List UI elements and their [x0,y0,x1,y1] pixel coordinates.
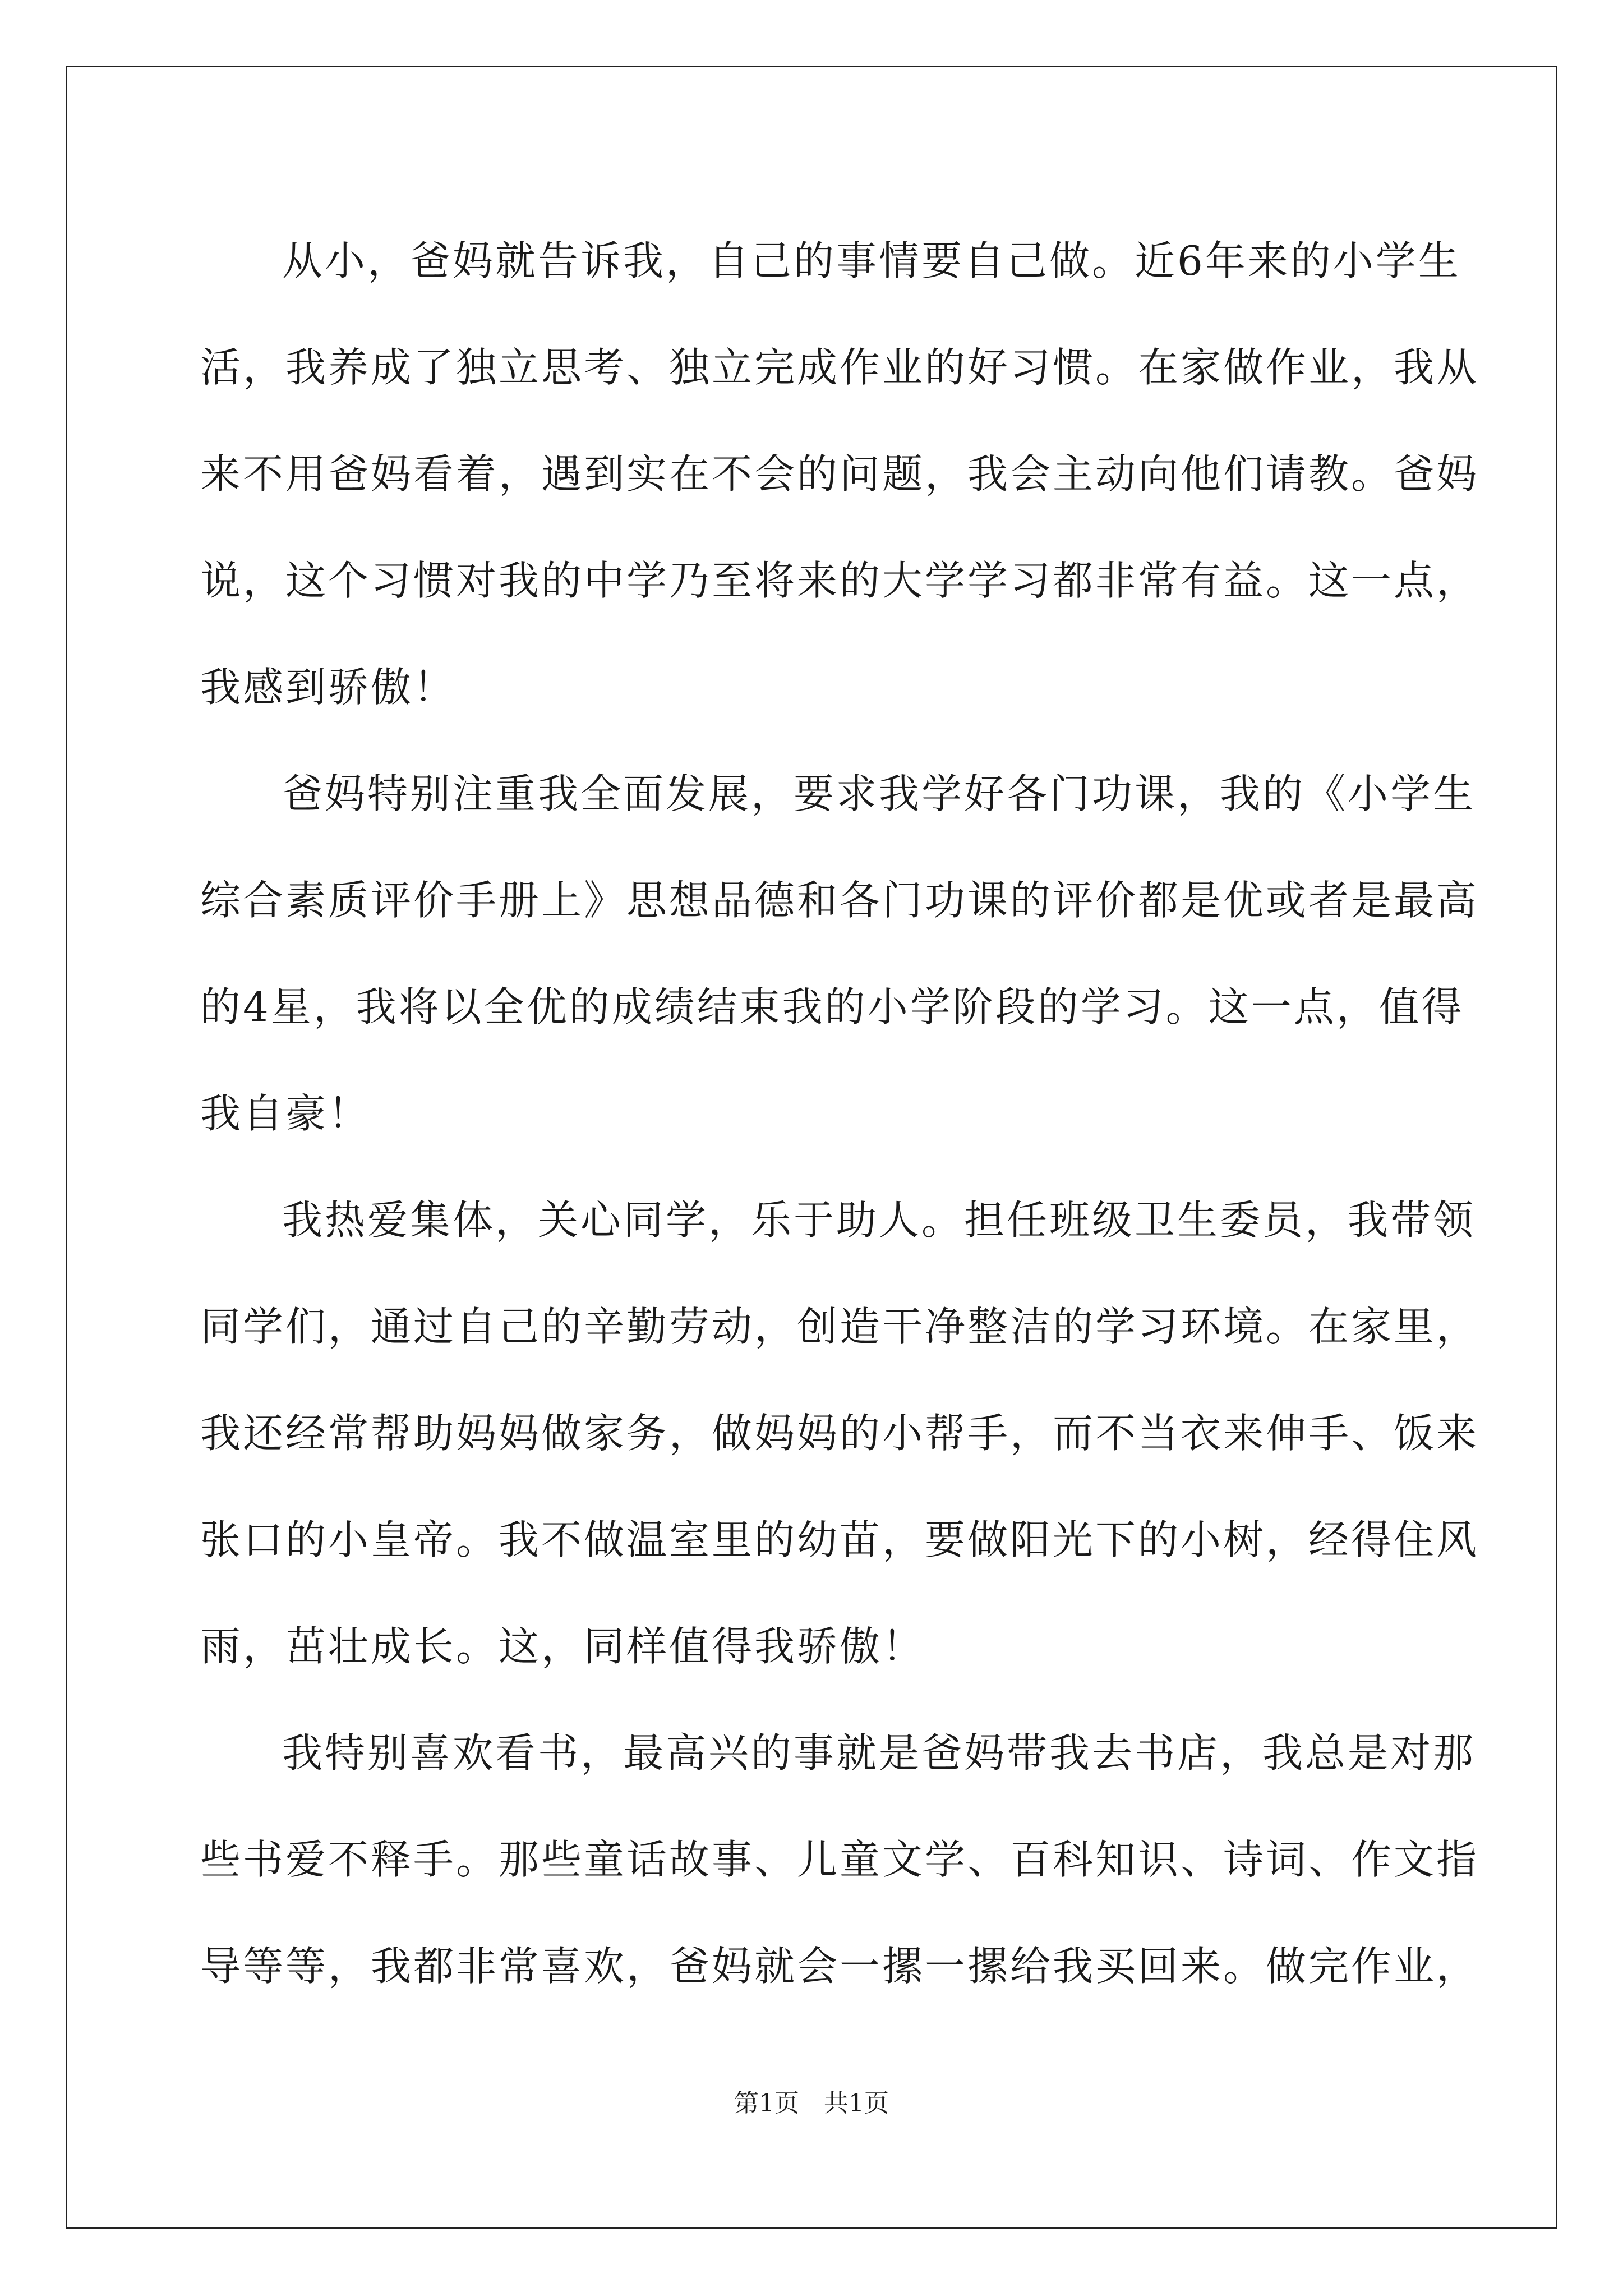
text-line: 爸妈特别注重我全面发展，要求我学好各门功课，我的《小学生 [282,770,1476,817]
text-line: 我热爱集体，关心同学，乐于助人。担任班级卫生委员，我带领 [282,1197,1476,1244]
text-line: 的4星，我将以全优的成绩结束我的小学阶段的学习。这一点，值得 [200,983,1464,1030]
text-line: 我特别喜欢看书，最高兴的事就是爸妈带我去书店，我总是对那 [282,1729,1476,1777]
document-body [200,208,1479,2019]
paragraph [200,740,1479,1167]
text-line: 从小，爸妈就告诉我，自己的事情要自己做。近6年来的小学生 [282,237,1461,284]
text-line: 些书爱不释手。那些童话故事、儿童文学、百科知识、诗词、作文指 [200,1836,1479,1883]
text-line: 来不用爸妈看着，遇到实在不会的问题，我会主动向他们请教。爸妈 [200,450,1479,498]
paragraph [200,1700,1479,2019]
text-line: 张口的小皇帝。我不做温室里的幼苗，要做阳光下的小树，经得住风 [200,1516,1479,1563]
text-line: 我自豪！ [200,1090,371,1137]
text-line: 活，我养成了独立思考、独立完成作业的好习惯。在家做作业，我从 [200,344,1479,391]
text-line: 导等等，我都非常喜欢，爸妈就会一摞一摞给我买回来。做完作业， [200,1943,1479,1990]
text-line: 雨，茁壮成长。这，同样值得我骄傲！ [200,1623,925,1670]
text-line: 同学们，通过自己的辛勤劳动，创造干净整洁的学习环境。在家里， [200,1303,1479,1350]
text-line: 我感到骄傲！ [200,664,457,711]
paragraph [200,208,1479,740]
text-line: 说，这个习惯对我的中学乃至将来的大学学习都非常有益。这一点， [200,557,1479,604]
text-line: 综合素质评价手册上》思想品德和各门功课的评价都是优或者是最高 [200,877,1479,924]
paragraph [200,1167,1479,1700]
page-number-footer: 第1页 共1页 [734,2089,889,2118]
text-line: 我还经常帮助妈妈做家务，做妈妈的小帮手，而不当衣来伸手、饭来 [200,1410,1479,1457]
